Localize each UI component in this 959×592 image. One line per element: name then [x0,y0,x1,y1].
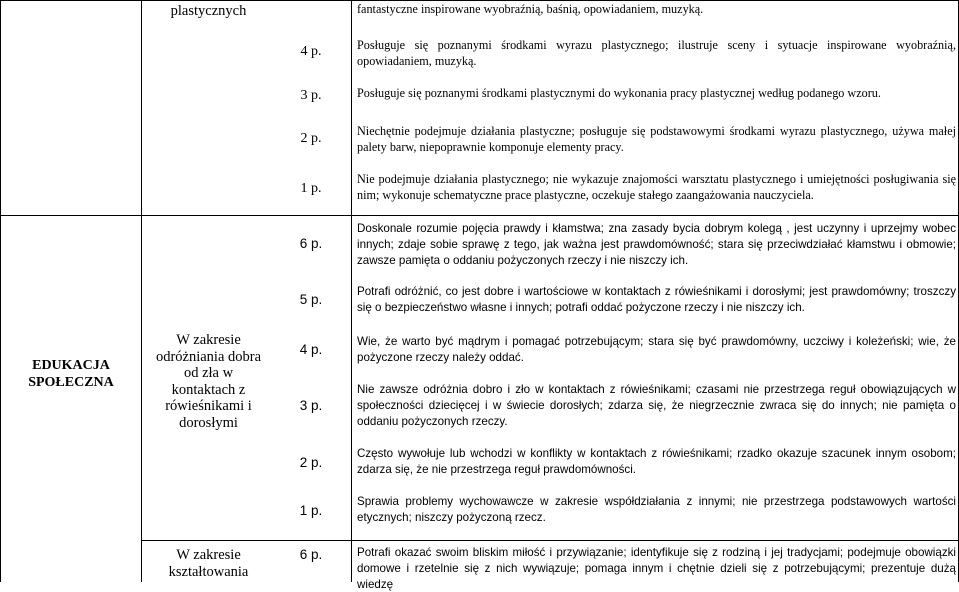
subarea-2: W zakresie kształtowania [168,547,249,580]
grid-line [0,0,1,582]
grid-line [0,0,959,1]
grade-label: 1 p. [299,503,323,518]
grade-label: 4 p. [300,44,322,59]
criteria-text: Nie zawsze odróżnia dobro i zło w kontaktach z rówieśnikami; czasami nie przestrzega reguł obowiązujących w społeczności dziecięcej i w świecie dorosłych; zdarza się, że niegrzecznie zwraca się do innych; nie pamięta o oddaniu pożyczonych rzeczy. [357,383,956,428]
grade-label: 5 p. [299,292,323,307]
grid-line [141,0,142,582]
criteria-text: Często wywołuje lub wchodzi w konflikty w kontaktach z rówieśnikami; rzadko okazuje szacunek innym osobom; zdarza się, że nie przestrzega reguł prawdomówności. [357,447,956,476]
subarea-top: plastycznych [170,3,247,19]
criteria-text: Posługuje się poznanymi środkami wyrazu plastycznego; ilustruje sceny i sytuacje inspirowane wyobraźnią, opowiadaniem, muzyką. [357,38,956,68]
grade-label: 2 p. [299,455,323,470]
grade-label: 3 p. [300,88,322,103]
grade-label: 1 p. [300,181,322,196]
grade-label: 2 p. [300,131,322,146]
grid-line [351,0,352,582]
criteria-text: Nie podejmuje działania plastycznego; nie wykazuje znajomości warsztatu plastycznego i umiejętności posługiwania się nim; wykonuje schematyczne prace plastyczne, oczekuje stałego zaangażowania nauczyciela. [357,172,956,202]
grade-label: 6 p. [299,547,323,562]
criteria-text: Potrafi okazać swoim bliskim miłość i przywiązanie; identyfikuje się z rodziną i jej tradycjami; podejmuje obowiązki domowe i rzetelnie się z nich wywiązuje; pomaga innym i chętnie dzieli się z potrzebującymi; prezentuje dużą wiedzę [357,546,956,591]
criteria-text: Sprawia problemy wychowawcze w zakresie współdziałania z innymi; nie przestrzega podstawowych wartości etycznych; niszczy pożyczoną rzecz. [357,495,956,524]
criteria-text: Potrafi odróżnić, co jest dobre i wartościowe w kontaktach z rówieśnikami i dorosłymi; jest prawdomówny; troszczy się o bezpieczeństwo własne i innych; potrafi oddać pożyczone rzeczy i nie niszczy ich. [357,285,956,314]
subarea-1: W zakresie odróżniania dobra od zła w kontaktach z rówieśnikami i dorosłymi [155,332,262,431]
criteria-text: fantastyczne inspirowane wyobraźnią, baśnią, opowiadaniem, muzyką. [357,2,704,16]
criteria-text: Wie, że warto być mądrym i pomagać potrzebującym; stara się być prawdomówny, uczciwy i koleżeński; wie, że pożyczone rzeczy należy oddać. [357,335,956,364]
grid-line [0,215,959,216]
criteria-text: Posługuje się poznanymi środkami plastycznymi do wykonania pracy plastycznej według podanego wzoru. [357,86,881,100]
grid-line [141,540,959,541]
grade-label: 6 p. [299,236,323,251]
criteria-text: Doskonale rozumie pojęcia prawdy i kłamstwa; zna zasady bycia dobrym kolegą , jest uczynny i uprzejmy wobec innych; zdaje sobie sprawę z tego, jak ważna jest prawdomówność; stara się przeciwdziałać kłamstwu i obmowie; zawsze pamięta o oddaniu pożyczonych rzeczy i nie niszczy ich. [357,222,956,267]
grade-label: 3 p. [299,398,323,413]
area-title: EDUKACJA SPOŁECZNA [28,358,114,390]
criteria-text: Niechętnie podejmuje działania plastyczne; posługuje się podstawowymi środkami wyrazu plastycznego, używa małej palety barw, niepoprawnie komponuje elementy pracy. [357,124,956,154]
grade-label: 4 p. [299,342,323,357]
